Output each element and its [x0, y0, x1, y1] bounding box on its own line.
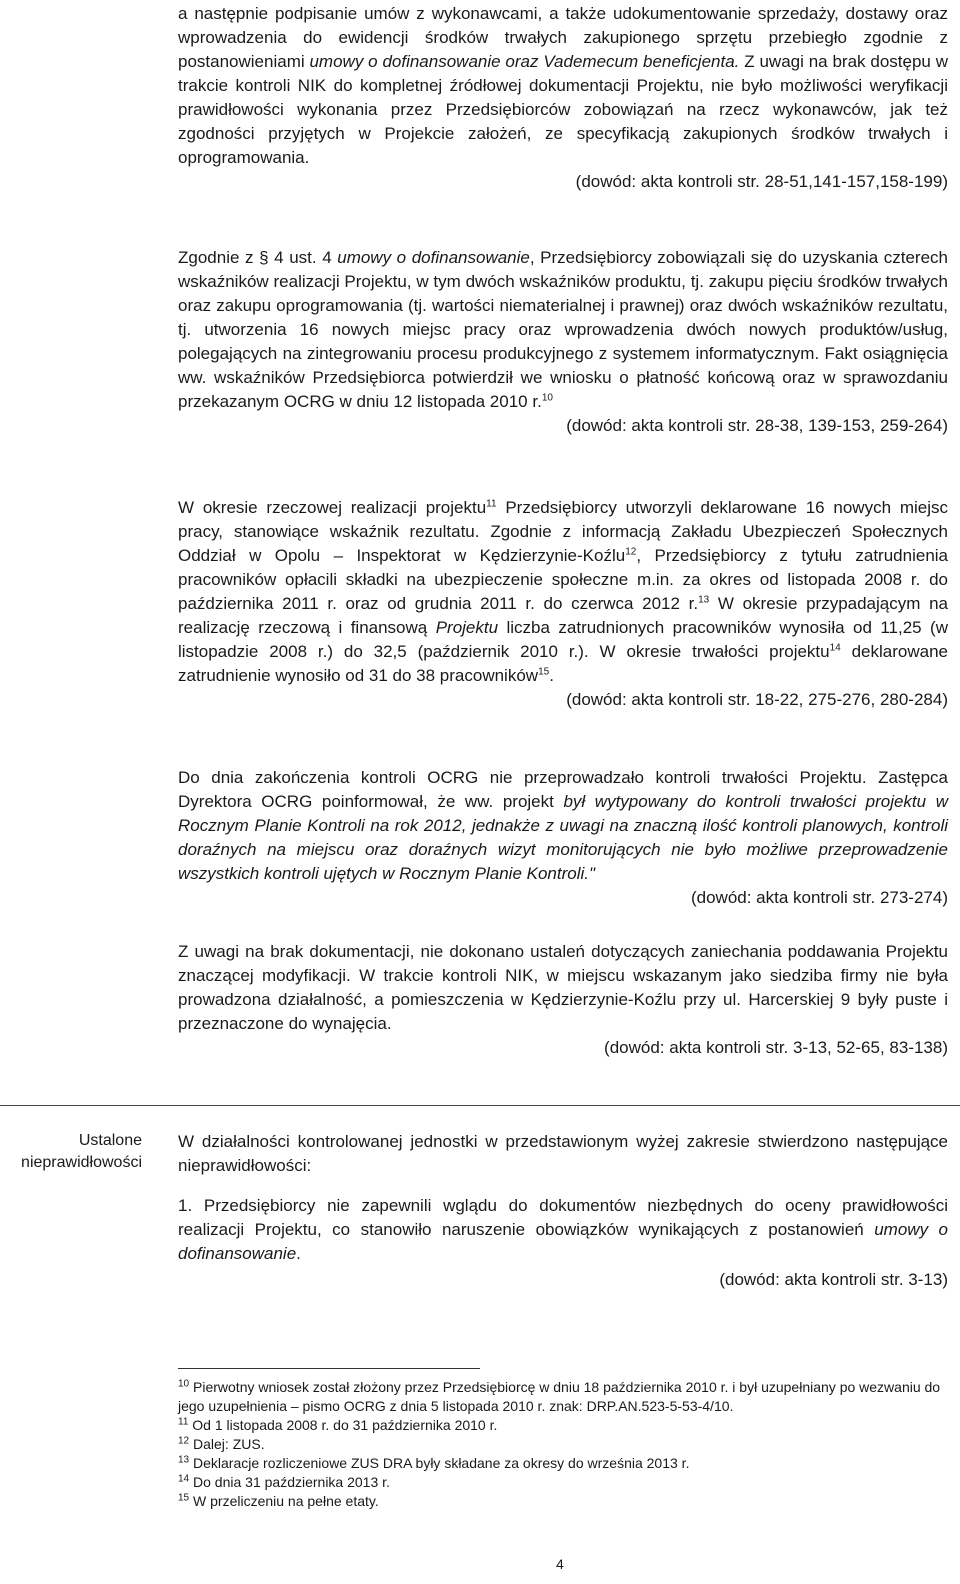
footnote-item: $^{11}$ Od 1 listopada 2008 r. do 31 października 2010 r. [178, 1416, 498, 1433]
paragraph-continuation [178, 2, 948, 194]
evidence-reference: (dowód: akta kontroli str. 28-38, 139-153, 259-264) [566, 416, 948, 435]
evidence-reference: (dowód: akta kontroli str. 28-51,141-157,158-199) [575, 172, 948, 191]
evidence-reference: (dowód: akta kontroli str. 3-13) [719, 1270, 948, 1289]
footnotes [178, 1378, 948, 1511]
footnote-item: $^{12}$ Dalej: ZUS. [178, 1435, 265, 1452]
irregularity-item: 1. Przedsiębiorcy nie zapewnili wglądu do dokumentów niezbędnych do oceny prawidłowości realizacji Projektu, co stanowiło naruszenie obowiązków wynikających z postanowień umowy o dofinansowanie. [178, 1196, 948, 1263]
body-text: W okresie rzeczowej realizacji projektu$^{11}$ Przedsiębiorcy utworzyli deklarowane 16 nowych miejsc pracy, stanowiące wskaźnik rezultatu. Zgodnie z informacją Zakładu Ubezpieczeń Społecznych Oddział w Opolu – Inspektorat w Kędzierzynie-Koźlu$^{12}$, Przedsiębiorcy z tytułu zatrudnienia pracowników opłacili składki na ubezpieczenie społeczne m.in. za okres od listopada 2008 r. do października 2011 r. oraz od grudnia 2011 r. do czerwca 2012 r.$^{13}$ W okresie przypadającym na realizację rzeczową i finansową Projektu liczba zatrudnionych pracowników wynosiła od 11,25 (w listopadzie 2008 r.) do 32,5 (październik 2010 r.). W okresie trwałości projektu$^{14}$ deklarowane zatrudnienie wynosiło od 31 do 38 pracowników$^{15}$. [178, 498, 949, 685]
footnote-ref: 11 [486, 498, 497, 510]
paragraph-employment [178, 496, 948, 712]
body-text: Z uwagi na brak dokumentacji, nie dokonano ustaleń dotyczących zaniechania poddawania Projektu znaczącej modyfikacji. W trakcie kontroli NIK, w miejscu wskazanym jako siedziba firmy nie była prowadzona działalność, a pomieszczenia w Kędzierzynie-Koźlu przy ul. Harcerskiej 9 były puste i przeznaczone do wynajęcia. [178, 942, 948, 1033]
footnote-separator [178, 1368, 480, 1369]
paragraph-modification [178, 940, 948, 1060]
section-divider [0, 1105, 960, 1106]
footnote-ref: 15 [538, 666, 550, 678]
section-intro: W działalności kontrolowanej jednostki w przedstawionym wyżej zakresie stwierdzono następujące nieprawidłowości: [178, 1132, 948, 1175]
body-text: Zgodnie z § 4 ust. 4 umowy o dofinansowanie, Przedsiębiorcy zobowiązali się do uzyskania czterech wskaźników realizacji Projektu, w tym dwóch wskaźników produktu, tj. zakupu pięciu środków trwałych oraz zakupu oprogramowania (tj. wartości niematerialnej i prawnej) oraz dwóch wskaźników rezultatu, tj. utworzenia 16 nowych miejsc pracy oraz wprowadzenia dwóch nowych produktów/usług, polegających na zintegrowaniu procesu produkcyjnego z systemem informatycznym. Fakt osiągnięcia ww. wskaźników Przedsiębiorca potwierdził we wniosku o płatność końcową oraz w sprawozdaniu przekazanym OCRG w dniu 12 listopada 2010 r.$^{10}$ [178, 248, 948, 411]
footnote-ref: 14 [829, 642, 841, 654]
side-label-line: Ustalone [78, 1132, 142, 1149]
body-text: Do dnia zakończenia kontroli OCRG nie przeprowadzało kontroli trwałości Projektu. Zastępca Dyrektora OCRG poinformował, że ww. projekt był wytypowany do kontroli trwałości projektu w Rocznym Planie Kontroli na rok 2012, jednakże z uwagi na znaczną ilość kontroli planowych, kontroli doraźnych na miejscu oraz doraźnych wizyt monitorujących nie było możliwe przeprowadzenie wszystkich kontroli ujętych w Rocznym Planie Kontroli." [178, 768, 948, 883]
footnote-item: $^{13}$ Deklaracje rozliczeniowe ZUS DRA były składane za okresy do września 2013 r. [178, 1454, 690, 1471]
footnote-item: $^{14}$ Do dnia 31 października 2013 r. [178, 1473, 390, 1490]
footnote-item: $^{10}$ Pierwotny wniosek został złożony przez Przedsiębiorcę w dniu 18 października 2010 r. i był uzupełniany po wezwaniu do jego uzupełnienia – pismo OCRG z dnia 5 listopada 2010 r. znak: DRP.AN.523-5-53-4/10. [178, 1378, 941, 1414]
evidence-reference: (dowód: akta kontroli str. 273-274) [690, 888, 948, 907]
paragraph-indicators [178, 246, 948, 438]
page-number: 4 [556, 1556, 564, 1572]
body-text: a następnie podpisanie umów z wykonawcami, a także udokumentowanie sprzedaży, dostawy oraz wprowadzenia do ewidencji środków trwałych zakupionego sprzętu przebiegło zgodnie z postanowieniami umowy o dofinansowanie oraz Vademecum beneficjenta. Z uwagi na brak dostępu w trakcie kontroli NIK do kompletnej źródłowej dokumentacji Projektu, nie było możliwości weryfikacji prawidłowości wykonania przez Przedsiębiorców zobowiązań na rzecz wykonawców, jak też zgodności przyjętych w Projekcie założeń, ze specyfikacją zakupionych środków trwałych i oprogramowania. [178, 4, 948, 167]
paragraph-durability-control [178, 766, 948, 910]
evidence-reference: (dowód: akta kontroli str. 3-13, 52-65, 83-138) [604, 1038, 948, 1057]
footnote-ref: 13 [698, 594, 710, 606]
footnote-ref: 12 [625, 546, 637, 558]
evidence-reference: (dowód: akta kontroli str. 18-22, 275-276, 280-284) [566, 690, 948, 709]
footnote-ref: 10 [541, 392, 553, 404]
section-side-label [0, 1130, 142, 1174]
footnote-item: $^{15}$ W przeliczeniu na pełne etaty. [178, 1492, 379, 1509]
irregularities-section [178, 1130, 948, 1292]
side-label-line: nieprawidłowości [21, 1154, 142, 1171]
